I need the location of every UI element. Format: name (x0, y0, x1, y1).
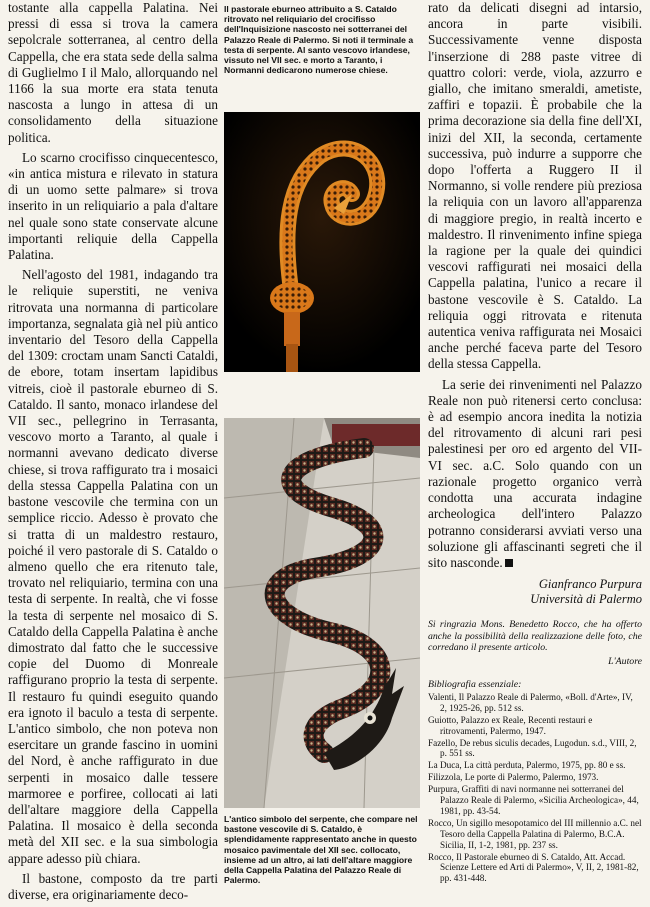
paragraph (428, 377, 642, 571)
bibliography-heading: Bibliografia essenziale: (428, 678, 522, 690)
bibliography-entry: Fazello, De rebus siculis decades, Lugodun. s.d., VIII, 2, p. 551 ss. (428, 737, 637, 759)
bibliography-entry: Rocco, Un sigillo mesopotamico del III millennio a.C. nel Tesoro della Cappella Palatina di Palermo, B.C.A. Sicilia, II, 1-2, 1981, pp. 237 ss. (428, 817, 642, 850)
article-column-1 (8, 0, 218, 907)
bibliography-entry: La Duca, La città perduta, Palermo, 1975, pp. 80 e ss. (428, 760, 626, 771)
serpent-mosaic-photo (224, 418, 420, 808)
paragraph: Nell'agosto del 1981, indagando tra le reliquie superstiti, ne veniva ritrovata una normanna di particolare importanza, segnalata già nel più antico inventario del Tesoro della Cappella del 1309: croctam unam Sancti Cataldi, de ebore, totam insertam lapidibus vitreis, cioè il pastorale eburneo di S. Cataldo. Il santo, monaco irlandese del VII sec., pellegrino in Terrasanta, vescovo morto a Taranto, al quale i normanni avevano dedicato diverse chiese, si trova raffigurato tra i mosaici della stessa Cappella Palatina con un bastone vescovile che termina con un semplice riccio. Adesso è provato che si tratta di un maldestro restauro, poiché il vero pastorale di S. Cataldo o almeno quello che era ritenuto tale, trovato nel reliquiario, termina con una testa di serpente. In realtà, che vi fosse la testa di serpente nel mosaico di S. Cataldo della Cappella Palatina è anche dimostrato dal fatto che le successive copie del Duomo di Monreale raffigurano proprio la testa di serpente. Il restauro fu quindi eseguito quando era ignoto il baculo a testa di serpente. L'antico simbolo, che non poteva non esercitare un grande fascino in uomini del Nord, è anche raffigurato in due serpenti in mosaico dalle tessere marmoree e porfiree, collocati ai lati dell'altare maggiore della Cappella Palatina. Il mosaico è della seconda metà del XII sec. e la sua simbologia appare adesso più chiara. (8, 267, 218, 866)
paragraph: rato da delicati disegni ad intarsio, ancora in parte visibili. Successivamente venne disposta l'inserzione di 288 paste vitree di quattro colori: verde, viola, azzurro e giallo, che imitano smeraldi, ametiste, zaffiri e topazii. È probabile che la prima decorazione sia della fine dell'XI, inizi del XII, la seconda, certamente successiva, può indurre a supporre che dopo l'offerta a Ruggero II il Normanno, si volle rendere più preziosa la reliquia con un lavoro all'apparenza di maggiore pregio, in realtà incerto e maldestro. Il rinvenimento infine spiega la ragione per la quale dei quindici vescovi raffigurati nei mosaici della Cappella palatina, l'unico a recare il bastone vescovile è S. Cataldo. La reliquia oggi ritrovata e ritenuta autentica veniva raffigurata nei Mosaici anche perché faceva parte del Tesoro della stessa Cappella. (428, 0, 642, 372)
paragraph: Lo scarno crocifisso cinquecentesco, «in antica mistura e rilevato in statura di un uomo sette palmare» si trova inserito in un reliquiario a pala d'altare nel quale sono state conservate alcune importanti reliquie della Cappella Palatina. (8, 149, 218, 263)
serpent-mosaic-illustration (224, 418, 420, 808)
author-signature (428, 577, 642, 607)
author-name: Gianfranco Purpura (538, 577, 642, 592)
bibliography-entry: Filizzola, Le porte di Palermo, Palermo, 1973. (428, 772, 599, 783)
author-affiliation: Università di Palermo (530, 592, 642, 607)
crozier-illustration (224, 112, 420, 372)
end-mark-icon (505, 559, 513, 567)
acknowledgement-sign: L'Autore (608, 655, 642, 667)
article-body (428, 0, 642, 571)
paragraph: Il bastone, composto da tre parti diverse, era originariamente deco- (8, 870, 218, 902)
acknowledgement: Si ringrazia Mons. Benedetto Rocco, che ha offerto anche la possibilità della realizzazione delle foto, che corredano il presente articolo. (428, 619, 642, 654)
bibliography-entry: Valenti, Il Palazzo Reale di Palermo, «Boll. d'Arte», IV, 2, 1925-26, pp. 512 ss. (428, 691, 633, 713)
photo-caption-top: Il pastorale eburneo attribuito a S. Cataldo ritrovato nel reliquiario del crocifisso dell'Inquisizione nascosto nei sotterranei del Palazzo Reale di Palermo. Si noti il terminale a testa di serpente. Al santo vescovo irlandese, vissuto nel VII sec. e morto a Taranto, i Normanni dedicarono numerose chiese. (224, 4, 414, 76)
bibliography-entry: Rocco, Il Pastorale eburneo di S. Cataldo, Att. Accad. Scienze Lettere ed Arti di Palermo», V, II, 2, 1981-82, pp. 431-448. (428, 851, 639, 884)
bibliography-list (428, 692, 642, 884)
photo-column (224, 0, 420, 886)
paragraph: tostante alla cappella Palatina. Nei pressi di essa si trova la camera sepolcrale sotterranea, al centro della Cappella, che era stata sede della salma di Guglielmo I il Malo, allorquando nel 1166 la sua morte era stata tenuta nascosta a lungo in attesa di un consolidamento della situazione politica. (8, 0, 218, 145)
photo-caption-bottom: L'antico simbolo del serpente, che compare nel bastone vescovile di S. Cataldo, è splendidamente rappresentato anche in questo mosaico pavimentale del XII sec. collocato, insieme ad un altro, ai lati dell'altare maggiore della Cappella Palatina del Palazzo Reale di Palermo. (224, 814, 418, 886)
paragraph-text: La serie dei rinvenimenti nel Palazzo Reale non può ritenersi certo conclusa: è ad esempio ancora inedita la notizia del ritrovamento di alcuni rari pesi palestinesi per oro ed argento del VII-VI sec. a.C. Solo quando con un razionale progetto organico verrà condotta una accurata indagine archeologica dell'intero Palazzo potranno considerarsi avviati verso una soluzione gli affascinanti segreti che il sito nasconde. (428, 376, 642, 570)
bibliography-entry: Guiotto, Palazzo ex Reale, Recenti restauri e ritrovamenti, Palermo, 1947. (428, 714, 593, 736)
article-column-3 (428, 0, 642, 885)
pastoral-staff-photo (224, 112, 420, 372)
bibliography-entry: Purpura, Graffiti di navi normanne nei sotterranei del Palazzo Reale di Palermo, «Sicilia Archeologica», 44, 1981, pp. 43-54. (428, 784, 639, 816)
